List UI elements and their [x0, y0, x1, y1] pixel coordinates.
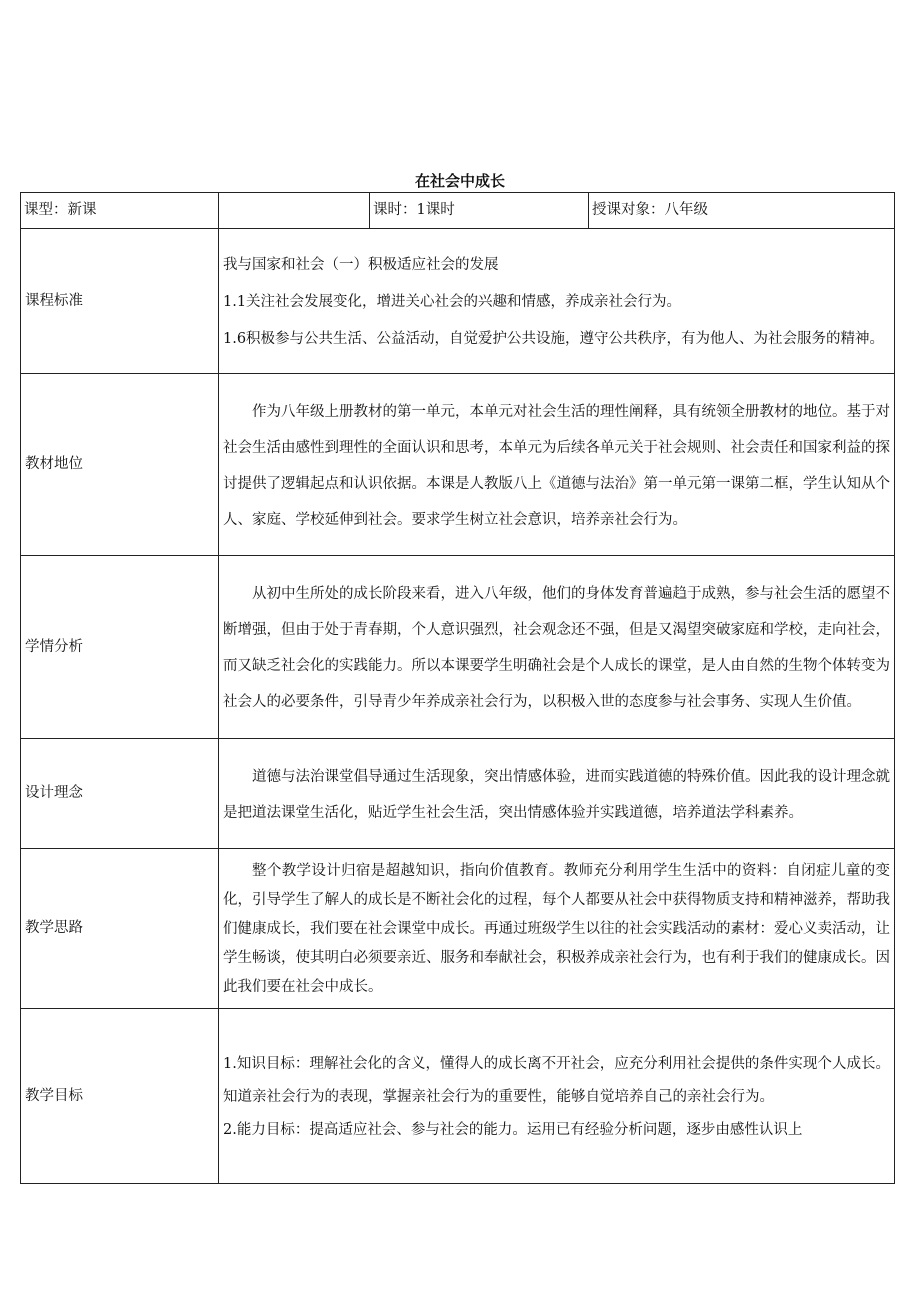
row-teaching-goals — [21, 1009, 895, 1184]
content-design-concept — [219, 739, 895, 849]
row-design-concept — [21, 739, 895, 849]
row-learner-analysis — [21, 556, 895, 739]
document-title: 在社会中成长 — [414, 172, 505, 190]
row-teaching-approach — [21, 849, 895, 1009]
design-concept-text: 道德与法治课堂倡导通过生活现象，突出情感体验，进而实践道德的特殊价值。因此我的设计理念就是把道法课堂生活化，贴近学生社会生活，突出情感体验并实践道德，培养道法学科素养。 — [223, 768, 890, 821]
standard-line-3: 1.6积极参与公共生活、公益活动，自觉爱护公共设施，遵守公共秩序，有为他人、为社会服务的精神。 — [223, 330, 885, 347]
header-row — [21, 193, 895, 229]
content-textbook-status — [219, 374, 895, 556]
spacer-cell — [219, 193, 370, 229]
content-curriculum-standard — [219, 229, 895, 374]
standard-line-2: 1.1关注社会发展变化，增进关心社会的兴趣和情感，养成亲社会行为。 — [223, 293, 682, 310]
audience-cell: 授课对象：八年级 — [589, 193, 895, 229]
lesson-type-cell: 课型：新课 — [21, 193, 219, 229]
content-teaching-approach — [219, 849, 895, 1009]
standard-line-1: 我与国家和社会（一）积极适应社会的发展 — [223, 256, 499, 273]
label-textbook-status: 教材地位 — [21, 374, 219, 556]
content-teaching-goals — [219, 1009, 895, 1184]
label-learner-analysis: 学情分析 — [21, 556, 219, 739]
goal-ability: 2.能力目标：提高适应社会、参与社会的能力。运用已有经验分析问题，逐步由感性认识上 — [223, 1121, 803, 1138]
label-design-concept: 设计理念 — [21, 739, 219, 849]
label-teaching-goals: 教学目标 — [21, 1009, 219, 1184]
lesson-plan-table — [20, 192, 895, 1184]
row-textbook-status — [21, 374, 895, 556]
lesson-hours-cell: 课时：1课时 — [370, 193, 589, 229]
goal-knowledge: 1.知识目标：理解社会化的含义，懂得人的成长离不开社会，应充分利用社会提供的条件实现个人成长。知道亲社会行为的表现，掌握亲社会行为的重要性，能够自觉培养自己的亲社会行为。 — [223, 1055, 890, 1105]
learner-analysis-text: 从初中生所处的成长阶段来看，进入八年级，他们的身体发育普遍趋于成熟，参与社会生活的愿望不断增强，但由于处于青春期，个人意识强烈，社会观念还不强，但是又渴望突破家庭和学校，走向社会，而又缺乏社会化的实践能力。所以本课要学生明确社会是个人成长的课堂，是人由自然的生物个体转变为社会人的必要条件，引导青少年养成亲社会行为，以积极入世的态度参与社会事务、实现人生价值。 — [223, 586, 890, 710]
label-teaching-approach: 教学思路 — [21, 849, 219, 1009]
teaching-approach-text: 整个教学设计归宿是超越知识，指向价值教育。教师充分利用学生生活中的资料：自闭症儿童的变化，引导学生了解人的成长是不断社会化的过程，每个人都要从社会中获得物质支持和精神滋养，帮助我们健康成长，我们要在社会课堂中成长。再通过班级学生以往的社会实践活动的素材：爱心义卖活动，让学生畅谈，使其明白必须要亲近、服务和奉献社会，积极养成亲社会行为，也有利于我们的健康成长。因此我们要在社会中成长。 — [223, 863, 890, 995]
row-curriculum-standard — [21, 229, 895, 374]
label-curriculum-standard: 课程标准 — [21, 229, 219, 374]
content-learner-analysis — [219, 556, 895, 739]
textbook-status-text: 作为八年级上册教材的第一单元，本单元对社会生活的理性阐释，具有统领全册教材的地位。基于对社会生活由感性到理性的全面认识和思考，本单元为后续各单元关于社会规则、社会责任和国家利益的探讨提供了逻辑起点和认识依据。本课是人教版八上《道德与法治》第一单元第一课第二框，学生认知从个人、家庭、学校延伸到社会。要求学生树立社会意识，培养亲社会行为。 — [223, 403, 890, 528]
